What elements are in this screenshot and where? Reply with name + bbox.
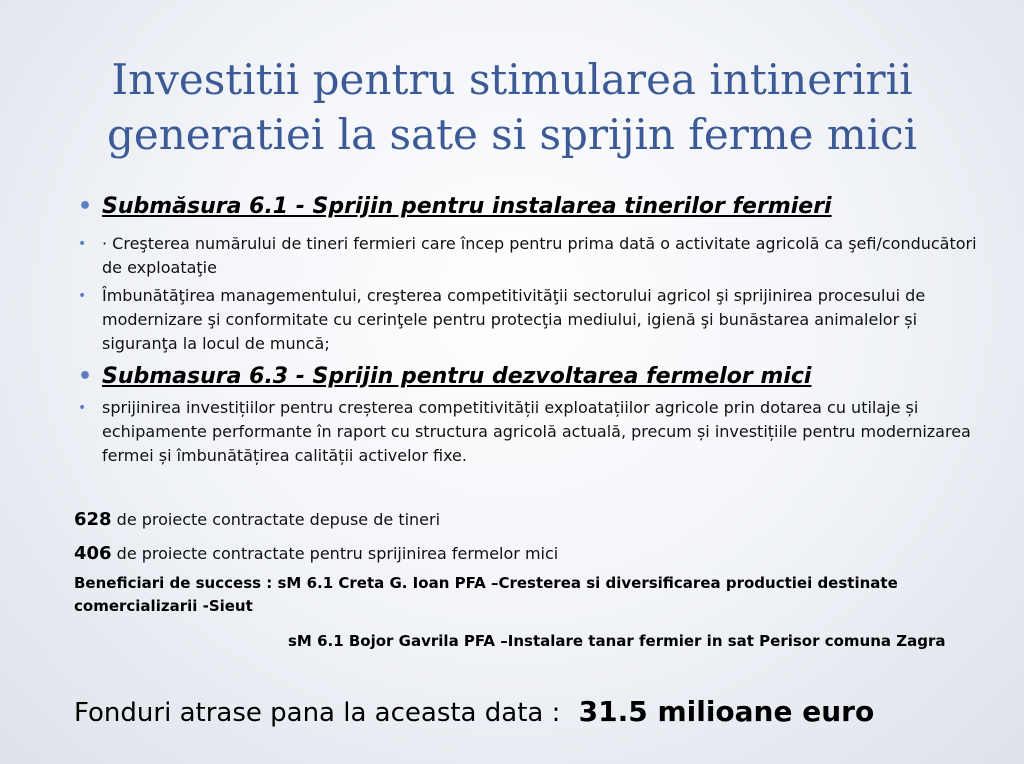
stat-number: 628 [74, 509, 112, 530]
stat-text: de proiecte contractate pentru sprijinirea fermelor mici [111, 544, 559, 563]
list-item [78, 232, 978, 280]
slide-title [40, 52, 984, 162]
beneficiari-line-2 [74, 630, 964, 653]
bullet-dot-icon: • [78, 400, 87, 416]
bullet-dot-icon: • [78, 364, 93, 389]
stat-number: 406 [74, 543, 112, 564]
bullet-dot-icon: • [78, 194, 93, 219]
heading-text: Submasura 6.3 - Sprijin pentru dezvoltarea fermelor mici [102, 364, 812, 389]
title-line-2: generatiei la sate si sprijin ferme mici [106, 110, 918, 159]
bullet-dot-icon: • [78, 236, 87, 252]
submeasure-heading-6-1 [78, 192, 978, 222]
list-item-text: sprijinirea investițiilor pentru creșterea competitivității exploatațiilor agricole prin dotarea cu utilaje și echipamente performante în raport cu structura agricolă actuală, precum și investițiile pentru modernizarea fermei și îmbunătățirea calității activelor fixe. [102, 398, 971, 465]
stat-text: de proiecte contractate depuse de tineri [111, 510, 441, 529]
beneficiari-line-2-text: sM 6.1 Bojor Gavrila PFA –Instalare tanar fermier in sat Perisor comuna Zagra [288, 632, 946, 650]
title-line-1: Investitii pentru stimularea intineririi [111, 55, 913, 104]
bullet-dot-icon: • [78, 288, 87, 304]
heading-text: Submăsura 6.1 - Sprijin pentru instalarea tinerilor fermieri [102, 194, 832, 219]
funds-amount: 31.5 milioane euro [578, 695, 875, 728]
list-item [78, 284, 978, 356]
beneficiari-line-1: Beneficiari de success : sM 6.1 Creta G. Ioan PFA –Cresterea si diversificarea productiei destinate comercializarii -Sieut [74, 574, 898, 615]
list-item-text: Îmbunătăţirea managementului, creşterea competitivităţii sectorului agricol şi sprijinirea procesului de modernizare şi conformitate cu cerinţele pentru protecţia mediului, igienă şi bunăstarea animalelor și siguranţa la locul de muncă; [102, 286, 926, 353]
list-item [78, 396, 978, 468]
stat-line-tineri [74, 508, 974, 532]
project-stats [74, 508, 974, 566]
funds-summary [74, 692, 974, 733]
list-item-text: · Creşterea numărului de tineri fermieri care încep pentru prima dată o activitate agricolă ca şefi/conducători de exploataţie [102, 234, 977, 277]
funds-label: Fonduri atrase pana la aceasta data : [74, 698, 569, 728]
submeasure-heading-6-3 [78, 362, 978, 392]
bullet-list [78, 192, 978, 468]
stat-line-ferme-mici [74, 542, 974, 566]
